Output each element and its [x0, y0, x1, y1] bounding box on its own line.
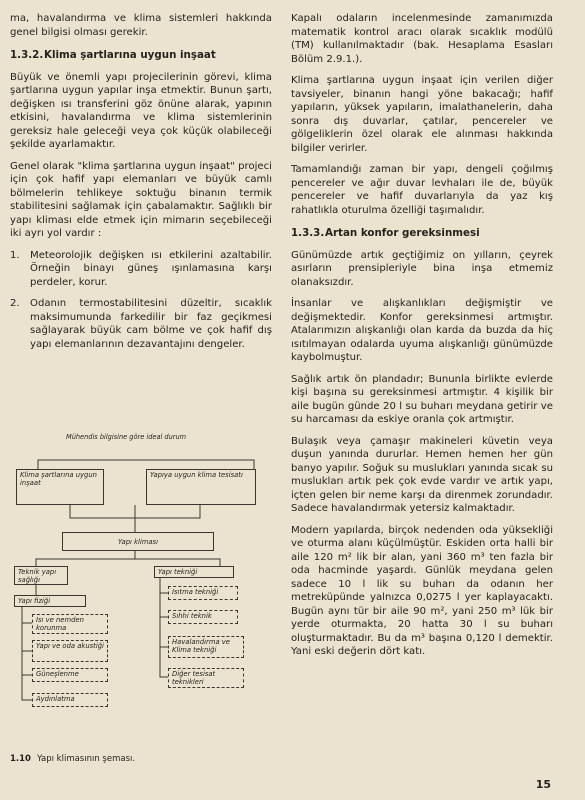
paragraph: Bulaşık veya çamaşır makineleri küvetin veya duşun yanında dururlar. Hemen hemen her gün banyo yapılır. Soğuk su muslukları yanında sıcak su muslukları artık pek çok evde vardır ve artık yapı, içten gelen bir neme karşı da direnmek zorundadır. Sadece havalandırmak yetersiz kalmaktadır.	[291, 435, 553, 514]
paragraph: Klima şartlarına uygun inşaat için verilen diğer tavsiyeler, binanın hangi yöne bakacağı; hafif yapıların, yüksek yapıların, imalathanelerin, daha sonra dış duvarlar, çatılar, pencereler ve gölgeliklerin özel olarak ele alınması hakkında bilgiler verirler.	[291, 75, 553, 154]
box-isi-nem-korunma: Isı ve nemden korunma	[32, 614, 108, 634]
left-column	[10, 12, 272, 359]
box-yapi-klimasi: Yapı kliması	[62, 532, 214, 551]
building-climate-diagram	[10, 428, 272, 748]
list-item: 2. Odanın termostabilitesini düzeltir, sıcaklık maksimumunda farkedilir bir faz geçikmesi sağlayarak büyük cam bölme ve çok hafif dış yapı elemanlarının dezavantajını dengeler.	[10, 298, 272, 350]
paragraph: İnsanlar ve alışkanlıkları değişmiştir ve değişmektedir. Konfor gereksinmesi artmıştır. Atalarımızın alışkanlığı olan karda da buzda da hiç ısıtılmayan odalarda uyuma alışkanlığı günümüzde kaybolmuştur.	[291, 298, 553, 363]
paragraph: Büyük ve önemli yapı projecilerinin görevi, klima şartlarına uygun yapılar inşa etmektir. Bunun şartı, değişken ısı transferini göz önüne alarak, yapının etkisini, havalandırma ve klima sistemlerinin gereksiz hale geleceği veya çok küçük olabileceği şekilde ayarlamaktır.	[10, 71, 272, 150]
figure-caption: 1.10 Yapı klimasının şeması.	[10, 754, 136, 764]
section-heading-1-3-2: 1.3.2.Klima şartlarına uygun inşaat	[10, 49, 216, 61]
paragraph: Modern yapılarda, birçok nedenden oda yüksekliği ve oturma alanı küçülmüştür. Eskiden orta halli bir aile 120 m² lik bir alan, yani 360 m³ ten fazla bir oda hacminde yaşardı. Günlük meydana gelen sadece 10 l lik su buharı da odanın her metreküpünde yalnızca 0,0275 l yer kaplayacaktı. Bugün aynı tür bir aile 90 m², yani 250 m³ lük bir yerde oturmakta, 20 hatta 30 l su buharı oluşturmaktadır. Bu da m³ başına 0,120 l demektir. Yani eski değerin dört katı.	[291, 524, 553, 657]
box-teknik-yapi-sagligi: Teknik yapı sağlığı	[14, 566, 68, 585]
box-sihhi-teknik: Sıhhi teknik	[168, 610, 238, 624]
section-heading-1-3-3: 1.3.3.Artan konfor gereksinmesi	[291, 227, 480, 239]
box-aydinlatma: Aydınlatma	[32, 693, 108, 707]
paragraph: Tamamlandığı zaman bir yapı, dengeli çoğılmış pencereler ve ağır duvar levhaları ile de, büyük pencereler ve hafif duvarlarıyla da yaz kış rahatlıkla oturulma özelliği taşımalıdır.	[291, 164, 553, 216]
paragraph: Genel olarak "klima şartlarına uygun inşaat" projeci için çok hafif yapı elemanları ve büyük camlı bölmelerin tehlikeye soktuğu binanın termik stabilitesini sağlamak için çabalamaktır. Sağlıklı bir yapı kliması elde etmek için mimarın seçebileceği iki ayrı yol vardır :	[10, 160, 272, 239]
right-column	[291, 12, 553, 667]
box-klima-insaat: Klima şartlarına uygun inşaat	[16, 469, 104, 505]
box-diger-tesisat: Diğer tesisat teknikleri	[168, 668, 244, 688]
paragraph: Günümüzde artık geçtiğimiz on yılların, çeyrek asırların prensipleriyle bina inşa etmemiz olanaksızdır.	[291, 249, 553, 288]
box-yapi-fizigi: Yapı fiziği	[14, 595, 86, 607]
intro-paragraph: ma, havalandırma ve klima sistemleri hakkında genel bilgisi olması gerekir.	[10, 13, 272, 38]
box-guneslenme: Güneşlenme	[32, 668, 108, 682]
box-yapi-teknigi: Yapı tekniği	[154, 566, 234, 578]
box-akustik: Yapı ve oda akustiği	[32, 640, 108, 662]
list-item: 1. Meteorolojik değişken ısı etkilerini azaltabilir. Örneğin binayı güneş ışınlamasına karşı perdeler, korur.	[10, 249, 272, 288]
box-yapiya-uygun-klima: Yapıya uygun klima tesisatı	[146, 469, 256, 505]
numbered-list	[10, 249, 272, 352]
paragraph: Sağlık artık ön plandadır; Bununla birlikte evlerde kişi başına su gereksinmesi artmıştır. 4 kişilik bir aile bugün günde 20 l su buharı meydana getirir ve su harcaması da eskiye oranla çok artmıştır.	[291, 373, 553, 425]
paragraph: Kapalı odaların incelenmesinde zamanımızda matematik kontrol aracı olarak sıcaklık modülü (TM) kullanılmaktadır (bak. Hesaplama Esasları Bölüm 2.9.1.).	[291, 13, 553, 65]
box-havalandirma-klima: Havalandırma ve Klima tekniği	[168, 636, 244, 658]
box-isitma-teknigi: Isıtma tekniği	[168, 586, 238, 600]
diagram-title: Mühendis bilgisine göre ideal durum	[66, 433, 187, 441]
page-number: 15	[535, 778, 551, 791]
